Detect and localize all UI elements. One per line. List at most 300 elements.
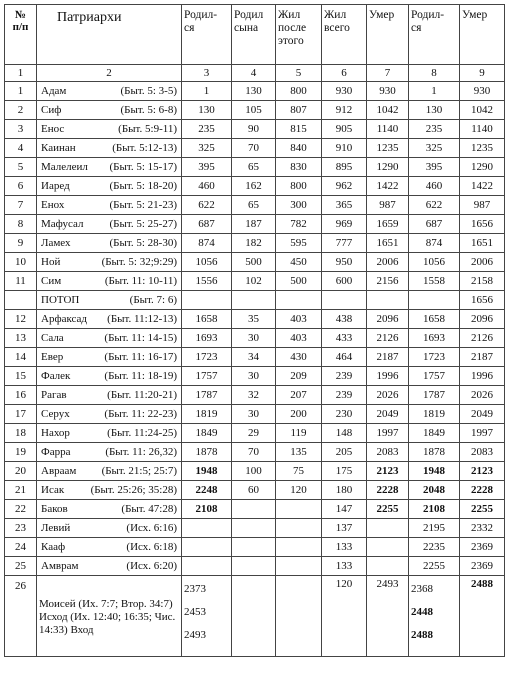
row-number: 19 xyxy=(5,443,37,462)
row-number: 1 xyxy=(5,82,37,101)
table-row xyxy=(5,519,505,538)
cell-lived-after xyxy=(276,500,322,519)
row-number: 25 xyxy=(5,557,37,576)
table-row xyxy=(5,253,505,272)
patriarch-name: Авраам xyxy=(41,464,77,477)
cell-begat: 70 xyxy=(232,443,276,462)
cell-died2: 930 xyxy=(460,82,505,101)
cell-born: 1056 xyxy=(182,253,232,272)
cell-died2: 1656 xyxy=(460,291,505,310)
cell-born2: 325 xyxy=(409,139,460,158)
moses-begat xyxy=(232,576,276,657)
cell-born: 874 xyxy=(182,234,232,253)
patriarch-name: Фарра xyxy=(41,445,71,458)
cell-died2: 2158 xyxy=(460,272,505,291)
cell-died2: 1997 xyxy=(460,424,505,443)
patriarch-name: Нахор xyxy=(41,426,70,439)
cell-died2: 2126 xyxy=(460,329,505,348)
scripture-reference: (Быт. 5: 32;9:29) xyxy=(101,255,177,268)
cell-lived-after: 119 xyxy=(276,424,322,443)
moses-lived-after xyxy=(276,576,322,657)
cell-born2: 1693 xyxy=(409,329,460,348)
cell-lived-after: 450 xyxy=(276,253,322,272)
cell-lived-total: 205 xyxy=(322,443,367,462)
header-lived-total: Жил всего xyxy=(322,5,367,65)
patriarch-cell xyxy=(37,386,182,405)
cell-died2: 1996 xyxy=(460,367,505,386)
patriarch-cell xyxy=(37,500,182,519)
cell-lived-total: 365 xyxy=(322,196,367,215)
scripture-reference: (Исх. 6:20) xyxy=(126,559,177,572)
cell-lived-total xyxy=(322,291,367,310)
cell-born: 1948 xyxy=(182,462,232,481)
table-row xyxy=(5,367,505,386)
cell-lived-total: 133 xyxy=(322,538,367,557)
header-begat: Родил сына xyxy=(232,5,276,65)
cell-begat: 90 xyxy=(232,120,276,139)
patriarch-name: Ной xyxy=(41,255,61,268)
cell-begat: 65 xyxy=(232,158,276,177)
cell-born: 1 xyxy=(182,82,232,101)
cell-born2: 622 xyxy=(409,196,460,215)
cell-lived-after: 815 xyxy=(276,120,322,139)
cell-died2: 2255 xyxy=(460,500,505,519)
cell-born xyxy=(182,557,232,576)
scripture-reference: (Быт. 25:26; 35:28) xyxy=(90,483,177,496)
cell-died: 2255 xyxy=(367,500,409,519)
cell-died: 1042 xyxy=(367,101,409,120)
cell-died: 1659 xyxy=(367,215,409,234)
row-number: 14 xyxy=(5,348,37,367)
patriarch-cell xyxy=(37,424,182,443)
cell-born2: 235 xyxy=(409,120,460,139)
header-row xyxy=(5,5,505,65)
cell-born2: 1819 xyxy=(409,405,460,424)
patriarch-name: Иаред xyxy=(41,179,70,192)
cell-begat: 102 xyxy=(232,272,276,291)
table-body xyxy=(5,82,505,657)
table-row xyxy=(5,500,505,519)
patriarch-name: Левий xyxy=(41,521,71,534)
patriarch-cell xyxy=(37,234,182,253)
cell-lived-total: 230 xyxy=(322,405,367,424)
col-number: 7 xyxy=(367,65,409,82)
cell-begat: 34 xyxy=(232,348,276,367)
scripture-reference: (Быт. 11: 16-17) xyxy=(104,350,177,363)
cell-lived-after: 207 xyxy=(276,386,322,405)
scripture-reference: (Быт. 5: 28-30) xyxy=(109,236,177,249)
col-number: 1 xyxy=(5,65,37,82)
scripture-reference: (Быт. 11: 26,32) xyxy=(105,445,177,458)
patriarch-cell xyxy=(37,538,182,557)
cell-lived-total: 137 xyxy=(322,519,367,538)
cell-born2: 2195 xyxy=(409,519,460,538)
patriarch-name: ПОТОП xyxy=(41,293,80,306)
table-row xyxy=(5,348,505,367)
scripture-reference: (Быт. 5: 21-23) xyxy=(109,198,177,211)
cell-died2: 2026 xyxy=(460,386,505,405)
cell-died: 2096 xyxy=(367,310,409,329)
table-row xyxy=(5,329,505,348)
cell-died: 1996 xyxy=(367,367,409,386)
patriarch-cell xyxy=(37,519,182,538)
cell-died: 2083 xyxy=(367,443,409,462)
cell-died2: 1656 xyxy=(460,215,505,234)
cell-died: 1651 xyxy=(367,234,409,253)
cell-died: 2006 xyxy=(367,253,409,272)
cell-died: 1290 xyxy=(367,158,409,177)
patriarch-cell xyxy=(37,101,182,120)
cell-born: 2108 xyxy=(182,500,232,519)
cell-lived-total: 777 xyxy=(322,234,367,253)
cell-begat: 100 xyxy=(232,462,276,481)
moses-died2: 2488 xyxy=(460,576,505,657)
cell-lived-total: 905 xyxy=(322,120,367,139)
cell-lived-total: 910 xyxy=(322,139,367,158)
cell-lived-after: 200 xyxy=(276,405,322,424)
cell-born: 1819 xyxy=(182,405,232,424)
patriarch-name: Серух xyxy=(41,407,70,420)
cell-died2: 987 xyxy=(460,196,505,215)
cell-died2: 1651 xyxy=(460,234,505,253)
cell-died xyxy=(367,291,409,310)
patriarch-cell xyxy=(37,158,182,177)
cell-born2: 874 xyxy=(409,234,460,253)
header-patriarchs: Патриархи xyxy=(37,5,182,65)
table-row xyxy=(5,101,505,120)
cell-died2: 1290 xyxy=(460,158,505,177)
row-number: 11 xyxy=(5,272,37,291)
patriarchs-table-container xyxy=(4,4,504,657)
row-number: 2 xyxy=(5,101,37,120)
cell-died: 2228 xyxy=(367,481,409,500)
patriarch-cell xyxy=(37,215,182,234)
cell-died: 1235 xyxy=(367,139,409,158)
cell-lived-after: 300 xyxy=(276,196,322,215)
cell-born2: 1658 xyxy=(409,310,460,329)
cell-lived-total: 969 xyxy=(322,215,367,234)
cell-lived-after: 500 xyxy=(276,272,322,291)
row-number: 21 xyxy=(5,481,37,500)
cell-begat: 105 xyxy=(232,101,276,120)
scripture-reference: (Быт. 11: 10-11) xyxy=(104,274,177,287)
cell-died xyxy=(367,557,409,576)
cell-died xyxy=(367,519,409,538)
cell-begat: 65 xyxy=(232,196,276,215)
cell-lived-after: 120 xyxy=(276,481,322,500)
cell-begat: 30 xyxy=(232,405,276,424)
cell-born: 1658 xyxy=(182,310,232,329)
cell-lived-total: 147 xyxy=(322,500,367,519)
cell-died2: 1140 xyxy=(460,120,505,139)
col-number: 6 xyxy=(322,65,367,82)
patriarch-name: Исак xyxy=(41,483,65,496)
table-row xyxy=(5,272,505,291)
cell-died2: 2006 xyxy=(460,253,505,272)
patriarch-name: Рагав xyxy=(41,388,67,401)
cell-born2: 2048 xyxy=(409,481,460,500)
cell-born2 xyxy=(409,291,460,310)
scripture-reference: (Быт. 5: 3-5) xyxy=(120,84,177,97)
patriarch-name: Фалек xyxy=(41,369,71,382)
patriarch-cell xyxy=(37,120,182,139)
cell-died2: 2228 xyxy=(460,481,505,500)
table-row xyxy=(5,386,505,405)
cell-lived-total: 148 xyxy=(322,424,367,443)
scripture-reference: (Быт. 47:28) xyxy=(121,502,177,515)
row-number: 10 xyxy=(5,253,37,272)
cell-begat: 30 xyxy=(232,367,276,386)
cell-lived-after xyxy=(276,538,322,557)
scripture-reference: (Быт. 5: 25-27) xyxy=(109,217,177,230)
patriarch-name: Сала xyxy=(41,331,64,344)
cell-lived-total: 180 xyxy=(322,481,367,500)
cell-born: 1787 xyxy=(182,386,232,405)
patriarch-name: Малелеил xyxy=(41,160,88,173)
patriarch-name: Енос xyxy=(41,122,65,135)
cell-lived-after: 135 xyxy=(276,443,322,462)
cell-begat: 60 xyxy=(232,481,276,500)
moses-died: 2493 xyxy=(367,576,409,657)
row-number: 9 xyxy=(5,234,37,253)
patriarch-name: Ламех xyxy=(41,236,71,249)
table-row xyxy=(5,462,505,481)
cell-born2: 1878 xyxy=(409,443,460,462)
cell-died: 2123 xyxy=(367,462,409,481)
table-row xyxy=(5,177,505,196)
row-number: 18 xyxy=(5,424,37,443)
row-number: 8 xyxy=(5,215,37,234)
cell-died: 1422 xyxy=(367,177,409,196)
cell-lived-after xyxy=(276,557,322,576)
cell-died2: 1235 xyxy=(460,139,505,158)
cell-lived-after: 807 xyxy=(276,101,322,120)
cell-lived-total: 175 xyxy=(322,462,367,481)
cell-lived-after xyxy=(276,291,322,310)
header-died2: Умер xyxy=(460,5,505,65)
patriarch-cell xyxy=(37,557,182,576)
cell-died2: 2369 xyxy=(460,538,505,557)
patriarch-name: Сиф xyxy=(41,103,62,116)
cell-born2: 1 xyxy=(409,82,460,101)
cell-lived-after: 800 xyxy=(276,177,322,196)
cell-begat: 35 xyxy=(232,310,276,329)
cell-begat: 182 xyxy=(232,234,276,253)
table-row xyxy=(5,557,505,576)
cell-died: 930 xyxy=(367,82,409,101)
table-row xyxy=(5,82,505,101)
cell-begat xyxy=(232,519,276,538)
table-row xyxy=(5,443,505,462)
cell-died2: 1422 xyxy=(460,177,505,196)
table-row xyxy=(5,234,505,253)
table-row-moses xyxy=(5,576,505,657)
row-number: 22 xyxy=(5,500,37,519)
patriarch-cell xyxy=(37,481,182,500)
row-number xyxy=(5,291,37,310)
patriarch-cell xyxy=(37,139,182,158)
scripture-reference: (Быт. 11: 14-15) xyxy=(104,331,177,344)
cell-died2: 2187 xyxy=(460,348,505,367)
patriarch-name: Амврам xyxy=(41,559,79,572)
cell-lived-total: 438 xyxy=(322,310,367,329)
patriarch-cell xyxy=(37,443,182,462)
cell-born: 325 xyxy=(182,139,232,158)
scripture-reference: (Быт. 7: 6) xyxy=(129,293,177,306)
cell-died2: 2369 xyxy=(460,557,505,576)
scripture-reference: (Исх. 6:16) xyxy=(126,521,177,534)
patriarch-name: Енох xyxy=(41,198,65,211)
patriarch-cell xyxy=(37,367,182,386)
cell-lived-total: 133 xyxy=(322,557,367,576)
cell-born2: 1723 xyxy=(409,348,460,367)
cell-begat: 187 xyxy=(232,215,276,234)
cell-born2: 2255 xyxy=(409,557,460,576)
patriarch-name: Арфаксад xyxy=(41,312,88,325)
cell-died: 2049 xyxy=(367,405,409,424)
table-row xyxy=(5,405,505,424)
col-number: 2 xyxy=(37,65,182,82)
patriarch-name: Мафусал xyxy=(41,217,84,230)
row-number: 20 xyxy=(5,462,37,481)
cell-begat: 500 xyxy=(232,253,276,272)
patriarch-cell xyxy=(37,82,182,101)
row-number: 17 xyxy=(5,405,37,424)
row-number: 15 xyxy=(5,367,37,386)
cell-lived-after: 209 xyxy=(276,367,322,386)
moses-cell: Моисей (Их. 7:7; Втор. 34:7) Исход (Их. 12:40; 16:35; Чис. 14:33) Вход xyxy=(37,576,182,657)
patriarch-cell xyxy=(37,329,182,348)
cell-born: 622 xyxy=(182,196,232,215)
cell-born: 1556 xyxy=(182,272,232,291)
patriarch-cell xyxy=(37,405,182,424)
row-number: 16 xyxy=(5,386,37,405)
cell-begat xyxy=(232,500,276,519)
cell-lived-total: 912 xyxy=(322,101,367,120)
cell-born: 1693 xyxy=(182,329,232,348)
cell-begat: 32 xyxy=(232,386,276,405)
cell-lived-after: 830 xyxy=(276,158,322,177)
cell-begat xyxy=(232,538,276,557)
table-row xyxy=(5,158,505,177)
cell-born: 460 xyxy=(182,177,232,196)
scripture-reference: (Быт. 21:5; 25:7) xyxy=(101,464,177,477)
row-number: 6 xyxy=(5,177,37,196)
col-number: 3 xyxy=(182,65,232,82)
patriarch-name: Каинан xyxy=(41,141,76,154)
patriarch-cell xyxy=(37,310,182,329)
scripture-reference: (Быт. 5:9-11) xyxy=(118,122,177,135)
cell-born: 1878 xyxy=(182,443,232,462)
cell-begat: 130 xyxy=(232,82,276,101)
scripture-reference: (Быт. 11: 22-23) xyxy=(104,407,177,420)
cell-born xyxy=(182,519,232,538)
header-lived-after: Жил после этого xyxy=(276,5,322,65)
scripture-reference: (Быт. 5: 15-17) xyxy=(109,160,177,173)
row-number: 4 xyxy=(5,139,37,158)
scripture-reference: (Быт. 11: 18-19) xyxy=(104,369,177,382)
cell-born: 1757 xyxy=(182,367,232,386)
cell-begat xyxy=(232,291,276,310)
col-number: 5 xyxy=(276,65,322,82)
scripture-reference: (Быт. 5: 18-20) xyxy=(109,179,177,192)
cell-died2: 2049 xyxy=(460,405,505,424)
patriarch-cell xyxy=(37,348,182,367)
col-number: 9 xyxy=(460,65,505,82)
patriarch-name: Баков xyxy=(41,502,68,515)
cell-lived-total: 600 xyxy=(322,272,367,291)
patriarch-cell xyxy=(37,462,182,481)
cell-born xyxy=(182,538,232,557)
scripture-reference: (Быт. 11:24-25) xyxy=(107,426,177,439)
cell-born2: 2108 xyxy=(409,500,460,519)
moses-lived-total: 120 xyxy=(322,576,367,657)
cell-begat: 162 xyxy=(232,177,276,196)
col-number: 8 xyxy=(409,65,460,82)
col-number: 4 xyxy=(232,65,276,82)
header-died: Умер xyxy=(367,5,409,65)
cell-begat: 70 xyxy=(232,139,276,158)
cell-lived-total: 930 xyxy=(322,82,367,101)
table-row xyxy=(5,139,505,158)
row-number: 7 xyxy=(5,196,37,215)
cell-died2: 2083 xyxy=(460,443,505,462)
patriarch-cell xyxy=(37,291,182,310)
header-born2: Родил- ся xyxy=(409,5,460,65)
scripture-reference: (Быт. 5: 6-8) xyxy=(120,103,177,116)
row-number: 24 xyxy=(5,538,37,557)
cell-born2: 395 xyxy=(409,158,460,177)
cell-born: 1723 xyxy=(182,348,232,367)
table-row xyxy=(5,310,505,329)
cell-born: 235 xyxy=(182,120,232,139)
cell-died: 2026 xyxy=(367,386,409,405)
cell-lived-after: 403 xyxy=(276,310,322,329)
scripture-reference: (Быт. 5:12-13) xyxy=(112,141,177,154)
cell-died: 1997 xyxy=(367,424,409,443)
patriarch-name: Сим xyxy=(41,274,62,287)
scripture-reference: (Исх. 6:18) xyxy=(126,540,177,553)
cell-died: 2126 xyxy=(367,329,409,348)
cell-lived-after xyxy=(276,519,322,538)
table-row xyxy=(5,424,505,443)
cell-lived-after: 800 xyxy=(276,82,322,101)
cell-born2: 2235 xyxy=(409,538,460,557)
cell-died2: 1042 xyxy=(460,101,505,120)
cell-born2: 130 xyxy=(409,101,460,120)
patriarch-name: Евер xyxy=(41,350,64,363)
cell-born2: 1056 xyxy=(409,253,460,272)
cell-lived-total: 895 xyxy=(322,158,367,177)
cell-died: 987 xyxy=(367,196,409,215)
scripture-reference: (Быт. 11:20-21) xyxy=(107,388,177,401)
cell-begat: 30 xyxy=(232,329,276,348)
cell-lived-total: 950 xyxy=(322,253,367,272)
patriarch-cell xyxy=(37,196,182,215)
cell-begat: 29 xyxy=(232,424,276,443)
column-number-row xyxy=(5,65,505,82)
table-row xyxy=(5,481,505,500)
cell-born: 395 xyxy=(182,158,232,177)
table-row xyxy=(5,215,505,234)
header-num: № п/п xyxy=(5,5,37,65)
patriarch-cell xyxy=(37,253,182,272)
cell-lived-total: 239 xyxy=(322,367,367,386)
cell-died: 2187 xyxy=(367,348,409,367)
cell-lived-total: 239 xyxy=(322,386,367,405)
cell-lived-total: 433 xyxy=(322,329,367,348)
cell-born2: 460 xyxy=(409,177,460,196)
